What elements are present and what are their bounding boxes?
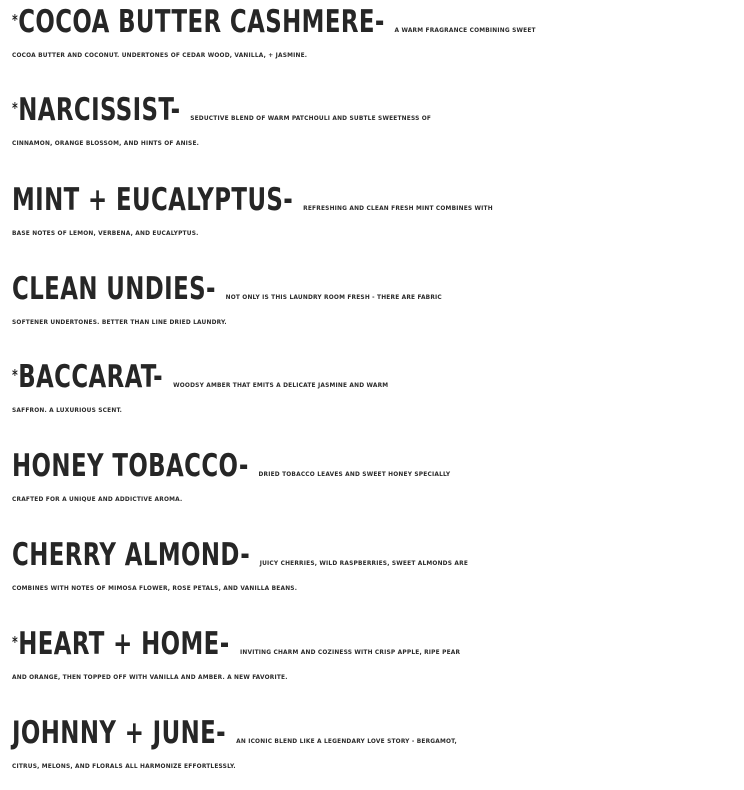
fragrance-description-continued: SOFTENER UNDERTONES. BETTER THAN LINE DRIED LAUNDRY. <box>12 318 227 326</box>
fragrance-name-text: MINT + EUCALYPTUS- <box>12 182 294 218</box>
fragrance-name <box>12 357 163 397</box>
fragrance-name <box>12 535 250 575</box>
fragrance-description-start: INVITING CHARM AND COZINESS WITH CRISP APPLE, RIPE PEAR <box>240 648 461 656</box>
entry-heading-line <box>12 2 736 42</box>
entry-heading-line <box>12 446 736 486</box>
fragrance-description-start: WOODSY AMBER THAT EMITS A DELICATE JASMINE AND WARM <box>173 381 389 389</box>
fragrance-name-text: CLEAN UNDIES- <box>12 271 216 307</box>
fragrance-entry <box>12 269 736 333</box>
fragrance-description-start: A WARM FRAGRANCE COMBINING SWEET <box>394 26 536 34</box>
fragrance-entry <box>12 90 736 154</box>
fragrance-name-text: BACCARAT- <box>18 359 163 395</box>
fragrance-name-text: NARCISSIST- <box>18 92 181 128</box>
fragrance-name-text: JOHNNY + JUNE- <box>12 715 227 751</box>
fragrance-description-continued: CINNAMON, ORANGE BLOSSOM, AND HINTS OF ANISE. <box>12 139 200 147</box>
fragrance-description-start: REFRESHING AND CLEAN FRESH MINT COMBINES WITH <box>303 204 493 212</box>
fragrance-name <box>12 180 293 220</box>
entry-heading-line <box>12 269 736 309</box>
entry-heading-line <box>12 624 736 664</box>
fragrance-name-text: HEART + HOME- <box>18 626 230 662</box>
fragrance-name <box>12 90 181 130</box>
fragrance-description-start: NOT ONLY IS THIS LAUNDRY ROOM FRESH - THERE ARE FABRIC <box>225 293 442 301</box>
entry-heading-line <box>12 180 736 220</box>
fragrance-description-continued: COMBINES WITH NOTES OF MIMOSA FLOWER, ROSE PETALS, AND VANILLA BEANS. <box>12 584 298 592</box>
entry-heading-line <box>12 90 736 130</box>
fragrance-description-continued: BASE NOTES OF LEMON, VERBENA, AND EUCALYPTUS. <box>12 229 199 237</box>
fragrance-name <box>12 446 249 486</box>
fragrance-name-text: HONEY TOBACCO- <box>12 448 249 484</box>
entry-heading-line <box>12 535 736 575</box>
fragrance-name-text: COCOA BUTTER CASHMERE- <box>18 4 385 40</box>
fragrance-entry <box>12 357 736 421</box>
fragrance-description-continued: CRAFTED FOR A UNIQUE AND ADDICTIVE AROMA. <box>12 495 183 503</box>
fragrance-description-start: DRIED TOBACCO LEAVES AND SWEET HONEY SPECIALLY <box>258 470 451 478</box>
fragrance-name <box>12 624 230 664</box>
entry-heading-line <box>12 713 736 753</box>
fragrance-entry <box>12 180 736 244</box>
fragrance-description-continued: CITRUS, MELONS, AND FLORALS ALL HARMONIZE EFFORTLESSLY. <box>12 762 236 770</box>
fragrance-entry <box>12 446 736 510</box>
fragrance-entry <box>12 535 736 599</box>
featured-asterisk: * <box>12 633 19 651</box>
fragrance-entry <box>12 713 736 777</box>
fragrance-description-continued: AND ORANGE, THEN TOPPED OFF WITH VANILLA AND AMBER. A NEW FAVORITE. <box>12 673 288 681</box>
featured-asterisk: * <box>12 99 19 117</box>
fragrance-description-continued: COCOA BUTTER AND COCONUT. UNDERTONES OF CEDAR WOOD, VANILLA, + JASMINE. <box>12 51 308 59</box>
fragrance-description-start: JUICY CHERRIES, WILD RASPBERRIES, SWEET ALMONDS ARE <box>259 559 469 567</box>
fragrance-name <box>12 2 385 42</box>
fragrance-description-start: SEDUCTIVE BLEND OF WARM PATCHOULI AND SUBTLE SWEETNESS OF <box>190 114 432 122</box>
entry-heading-line <box>12 357 736 397</box>
featured-asterisk: * <box>12 11 19 29</box>
fragrance-description-start: AN ICONIC BLEND LIKE A LEGENDARY LOVE STORY - BERGAMOT, <box>236 737 457 745</box>
fragrance-name <box>12 713 226 753</box>
fragrance-name-text: CHERRY ALMOND- <box>12 537 251 573</box>
fragrance-description-continued: SAFFRON. A LUXURIOUS SCENT. <box>12 406 123 414</box>
featured-asterisk: * <box>12 366 19 384</box>
fragrance-entry <box>12 624 736 688</box>
fragrance-name <box>12 269 216 309</box>
fragrance-entry <box>12 2 736 66</box>
